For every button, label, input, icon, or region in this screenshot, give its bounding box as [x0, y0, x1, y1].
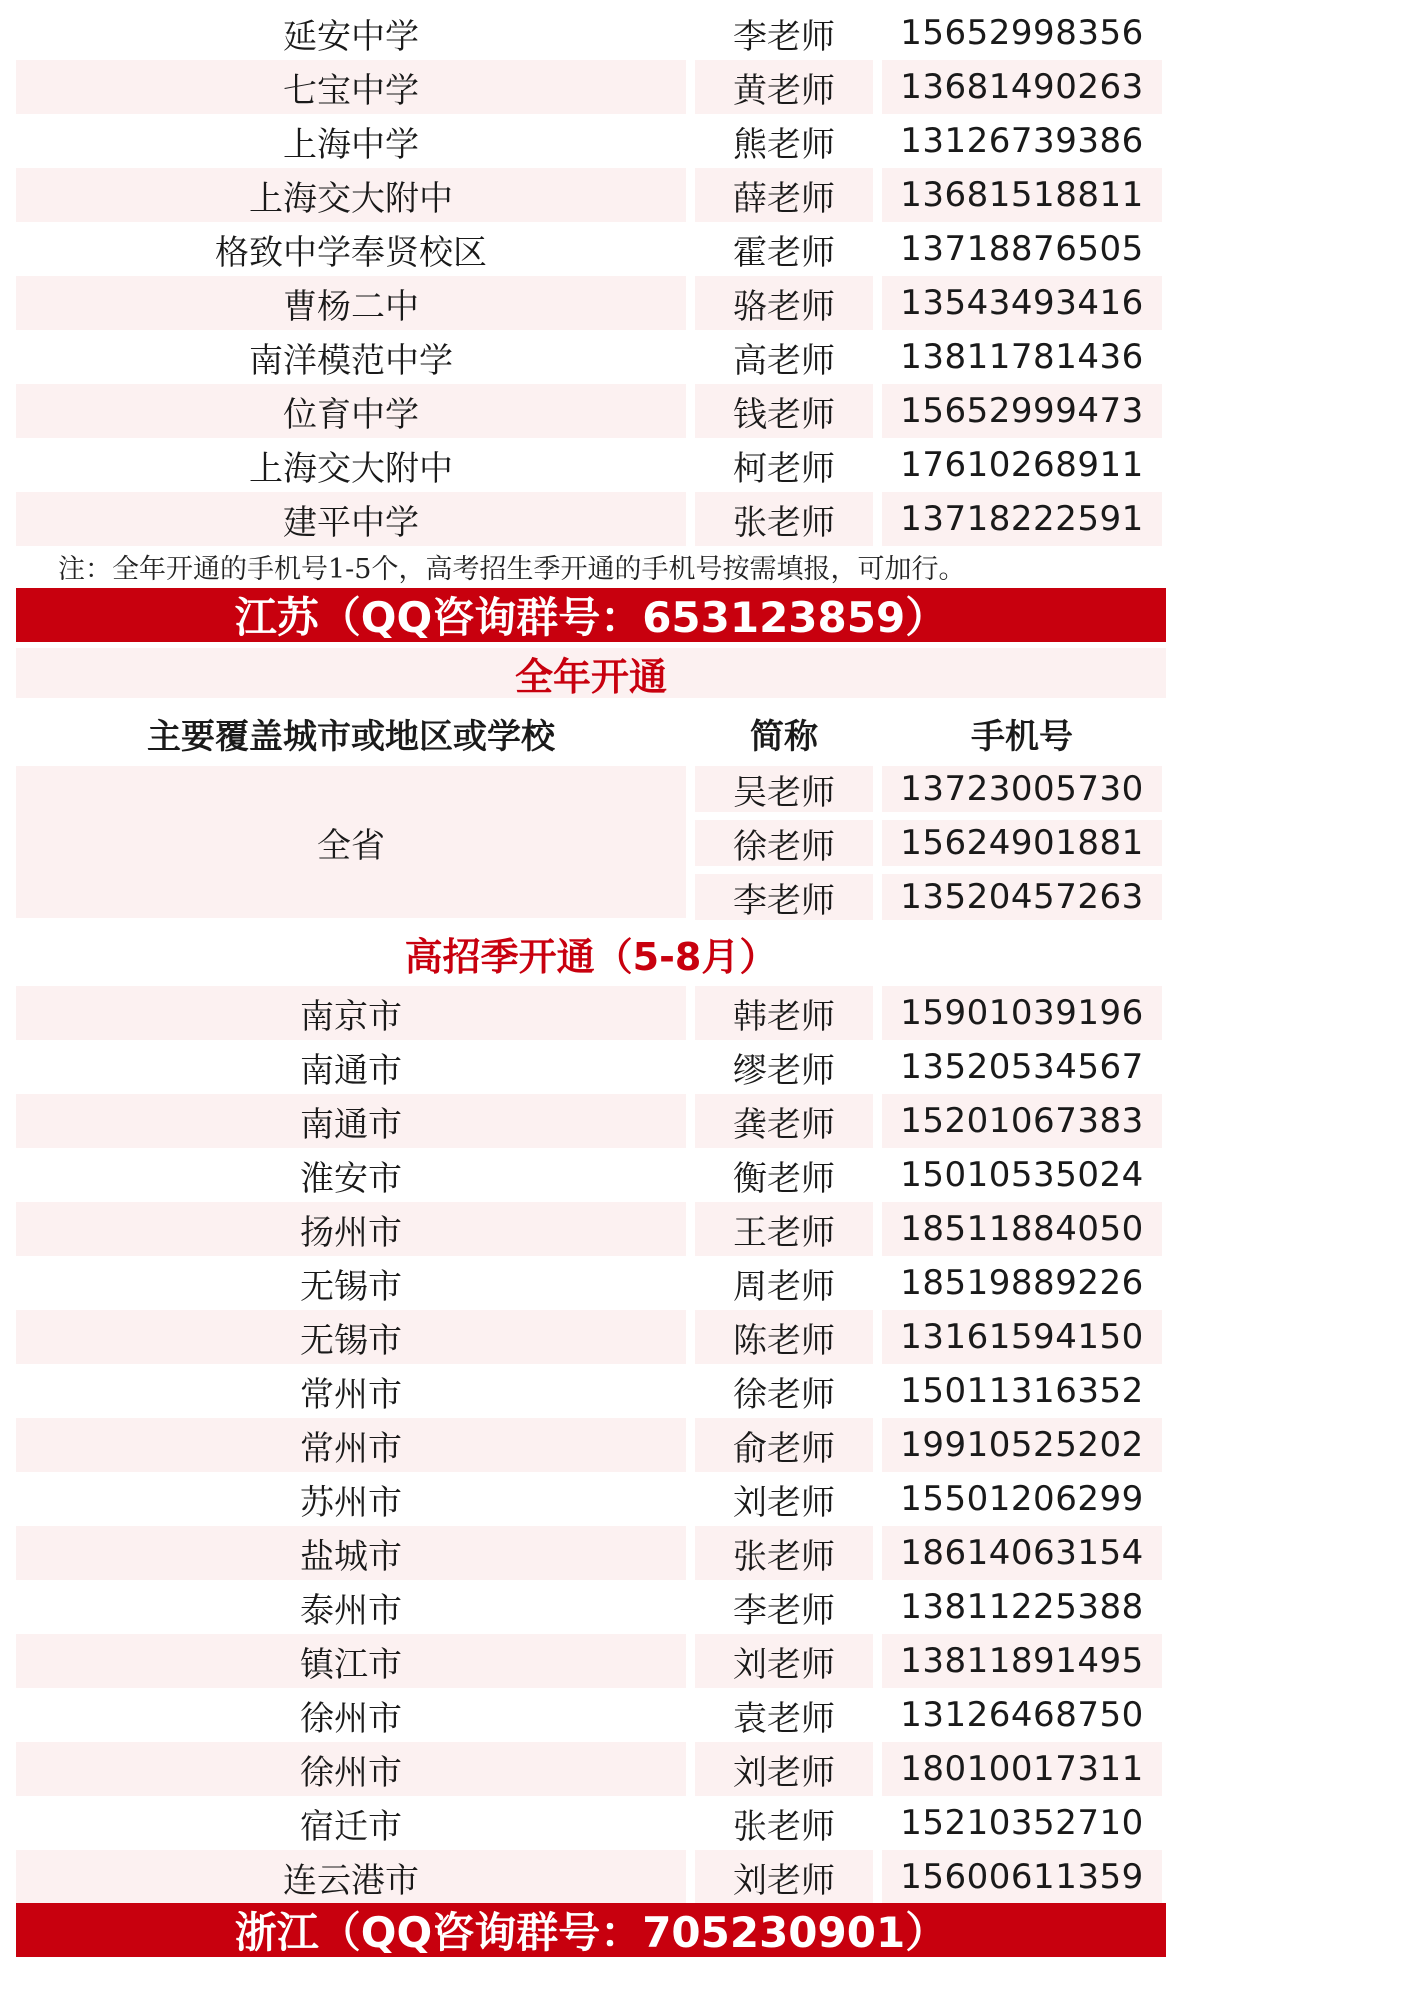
cell-primary: 南通市: [300, 1050, 402, 1091]
province-contact-row: [0, 820, 1414, 866]
cell-primary: 延安中学: [283, 16, 419, 57]
short-name-column-header: 简称: [750, 716, 818, 757]
cell-phone: 15501206299: [900, 1479, 1144, 1519]
cell-primary: 上海中学: [283, 124, 419, 165]
table-row: [0, 1580, 1414, 1634]
table-row: [0, 1040, 1414, 1094]
cell-primary: 徐州市: [16, 1742, 686, 1796]
cell-contact-name: 袁老师: [733, 1698, 835, 1739]
table-row: [0, 492, 1414, 546]
province-contact-row: [0, 766, 1414, 812]
cell-contact-name: 徐老师: [733, 1374, 835, 1415]
cell-primary: 无锡市: [300, 1266, 402, 1307]
cell-primary: 宿迁市: [300, 1806, 402, 1847]
cell-contact-name: 刘老师: [695, 1634, 873, 1688]
table-row: [0, 1472, 1414, 1526]
table-row: [0, 1850, 1414, 1904]
cell-phone: 15624901881: [882, 820, 1162, 866]
region-column-header: 主要覆盖城市或地区或学校: [147, 716, 555, 757]
cell-phone: 15652999473: [882, 384, 1162, 438]
table-row: [0, 1310, 1414, 1364]
cell-contact-name: 龚老师: [695, 1094, 873, 1148]
cell-primary: 上海交大附中: [16, 168, 686, 222]
cell-phone: 15010535024: [900, 1155, 1144, 1195]
table-note: 注：全年开通的手机号1-5个，高考招生季开通的手机号按需填报，可加行。: [58, 553, 966, 585]
cell-phone: 13811891495: [882, 1634, 1162, 1688]
cell-primary: 位育中学: [16, 384, 686, 438]
cell-contact-name: 黄老师: [695, 60, 873, 114]
cell-contact-name: 李老师: [733, 1590, 835, 1631]
cell-primary: 连云港市: [16, 1850, 686, 1904]
table-row: [0, 222, 1414, 276]
cell-phone: 15652998356: [900, 13, 1144, 53]
cell-phone: 13723005730: [882, 766, 1162, 812]
table-row: [0, 114, 1414, 168]
table-row: [0, 1418, 1414, 1472]
cell-contact-name: 高老师: [733, 340, 835, 381]
table-row: [0, 384, 1414, 438]
table-row: [0, 1256, 1414, 1310]
cell-phone: 18010017311: [882, 1742, 1162, 1796]
cell-contact-name: 李老师: [695, 874, 873, 920]
table-row: [0, 1202, 1414, 1256]
cell-primary: 南通市: [16, 1094, 686, 1148]
cell-contact-name: 薛老师: [695, 168, 873, 222]
cell-contact-name: 徐老师: [695, 820, 873, 866]
cell-contact-name: 李老师: [733, 16, 835, 57]
cell-phone: 13520534567: [900, 1047, 1144, 1087]
cell-phone: 15901039196: [882, 986, 1162, 1040]
cell-phone: 18519889226: [900, 1263, 1144, 1303]
cell-primary: 常州市: [300, 1374, 402, 1415]
cell-contact-name: 吴老师: [695, 766, 873, 812]
cell-phone: 13718876505: [900, 229, 1144, 269]
cell-contact-name: 张老师: [733, 1806, 835, 1847]
table-row: [0, 6, 1414, 60]
table-row: [0, 1364, 1414, 1418]
cell-primary: 镇江市: [16, 1634, 686, 1688]
cell-contact-name: 霍老师: [733, 232, 835, 273]
cell-contact-name: 柯老师: [733, 448, 835, 489]
cell-phone: 13161594150: [882, 1310, 1162, 1364]
table-row: [0, 1796, 1414, 1850]
cell-primary: 淮安市: [300, 1158, 402, 1199]
table-row: [0, 1148, 1414, 1202]
table-row: [0, 1742, 1414, 1796]
cell-primary: 七宝中学: [16, 60, 686, 114]
cell-phone: 17610268911: [900, 445, 1144, 485]
cell-contact-name: 周老师: [733, 1266, 835, 1307]
cell-primary: 苏州市: [300, 1482, 402, 1523]
cell-contact-name: 钱老师: [695, 384, 873, 438]
province-merged-cell: 全省: [16, 766, 686, 918]
cell-contact-name: 衡老师: [733, 1158, 835, 1199]
cell-primary: 建平中学: [16, 492, 686, 546]
province-contact-row: [0, 874, 1414, 920]
jiangsu-banner: 江苏（QQ咨询群号：653123859）: [16, 588, 1166, 642]
column-header-row: [0, 706, 1414, 760]
cell-phone: 13718222591: [882, 492, 1162, 546]
cell-primary: 徐州市: [300, 1698, 402, 1739]
cell-phone: 18614063154: [882, 1526, 1162, 1580]
cell-phone: 19910525202: [882, 1418, 1162, 1472]
cell-contact-name: 刘老师: [733, 1482, 835, 1523]
full-year-subheading: 全年开通: [16, 648, 1166, 698]
table-row: [0, 168, 1414, 222]
cell-primary: 曹杨二中: [16, 276, 686, 330]
cell-primary: 扬州市: [16, 1202, 686, 1256]
cell-contact-name: 俞老师: [695, 1418, 873, 1472]
cell-contact-name: 缪老师: [733, 1050, 835, 1091]
cell-contact-name: 张老师: [695, 492, 873, 546]
cell-phone: 13811781436: [900, 337, 1144, 377]
cell-contact-name: 韩老师: [695, 986, 873, 1040]
cell-primary: 常州市: [16, 1418, 686, 1472]
cell-phone: 18511884050: [882, 1202, 1162, 1256]
cell-phone: 13681490263: [882, 60, 1162, 114]
cell-phone: 15201067383: [882, 1094, 1162, 1148]
table-row: [0, 438, 1414, 492]
cell-contact-name: 刘老师: [695, 1850, 873, 1904]
season-subheading: 高招季开通（5-8月）: [404, 934, 778, 979]
cell-contact-name: 王老师: [695, 1202, 873, 1256]
table-row: [0, 1688, 1414, 1742]
cell-phone: 13126739386: [900, 121, 1144, 161]
phone-column-header: 手机号: [971, 716, 1073, 757]
cell-primary: 泰州市: [300, 1590, 402, 1631]
zhejiang-banner: 浙江（QQ咨询群号：705230901）: [16, 1903, 1166, 1957]
table-row: [0, 1526, 1414, 1580]
cell-contact-name: 陈老师: [695, 1310, 873, 1364]
cell-primary: 盐城市: [16, 1526, 686, 1580]
table-row: [0, 1094, 1414, 1148]
cell-primary: 南京市: [16, 986, 686, 1040]
cell-primary: 南洋模范中学: [249, 340, 453, 381]
table-row: [0, 330, 1414, 384]
cell-contact-name: 骆老师: [695, 276, 873, 330]
cell-phone: 13543493416: [882, 276, 1162, 330]
cell-phone: 13681518811: [882, 168, 1162, 222]
cell-contact-name: 刘老师: [695, 1742, 873, 1796]
cell-phone: 13126468750: [900, 1695, 1144, 1735]
cell-primary: 格致中学奉贤校区: [215, 232, 487, 273]
cell-phone: 15210352710: [900, 1803, 1144, 1843]
cell-primary: 无锡市: [16, 1310, 686, 1364]
cell-phone: 13520457263: [882, 874, 1162, 920]
table-row: [0, 986, 1414, 1040]
cell-phone: 15011316352: [900, 1371, 1144, 1411]
table-row: [0, 1634, 1414, 1688]
table-row: [0, 60, 1414, 114]
cell-primary: 上海交大附中: [249, 448, 453, 489]
cell-phone: 15600611359: [882, 1850, 1162, 1904]
cell-contact-name: 熊老师: [733, 124, 835, 165]
cell-contact-name: 张老师: [695, 1526, 873, 1580]
cell-phone: 13811225388: [900, 1587, 1144, 1627]
table-row: [0, 276, 1414, 330]
